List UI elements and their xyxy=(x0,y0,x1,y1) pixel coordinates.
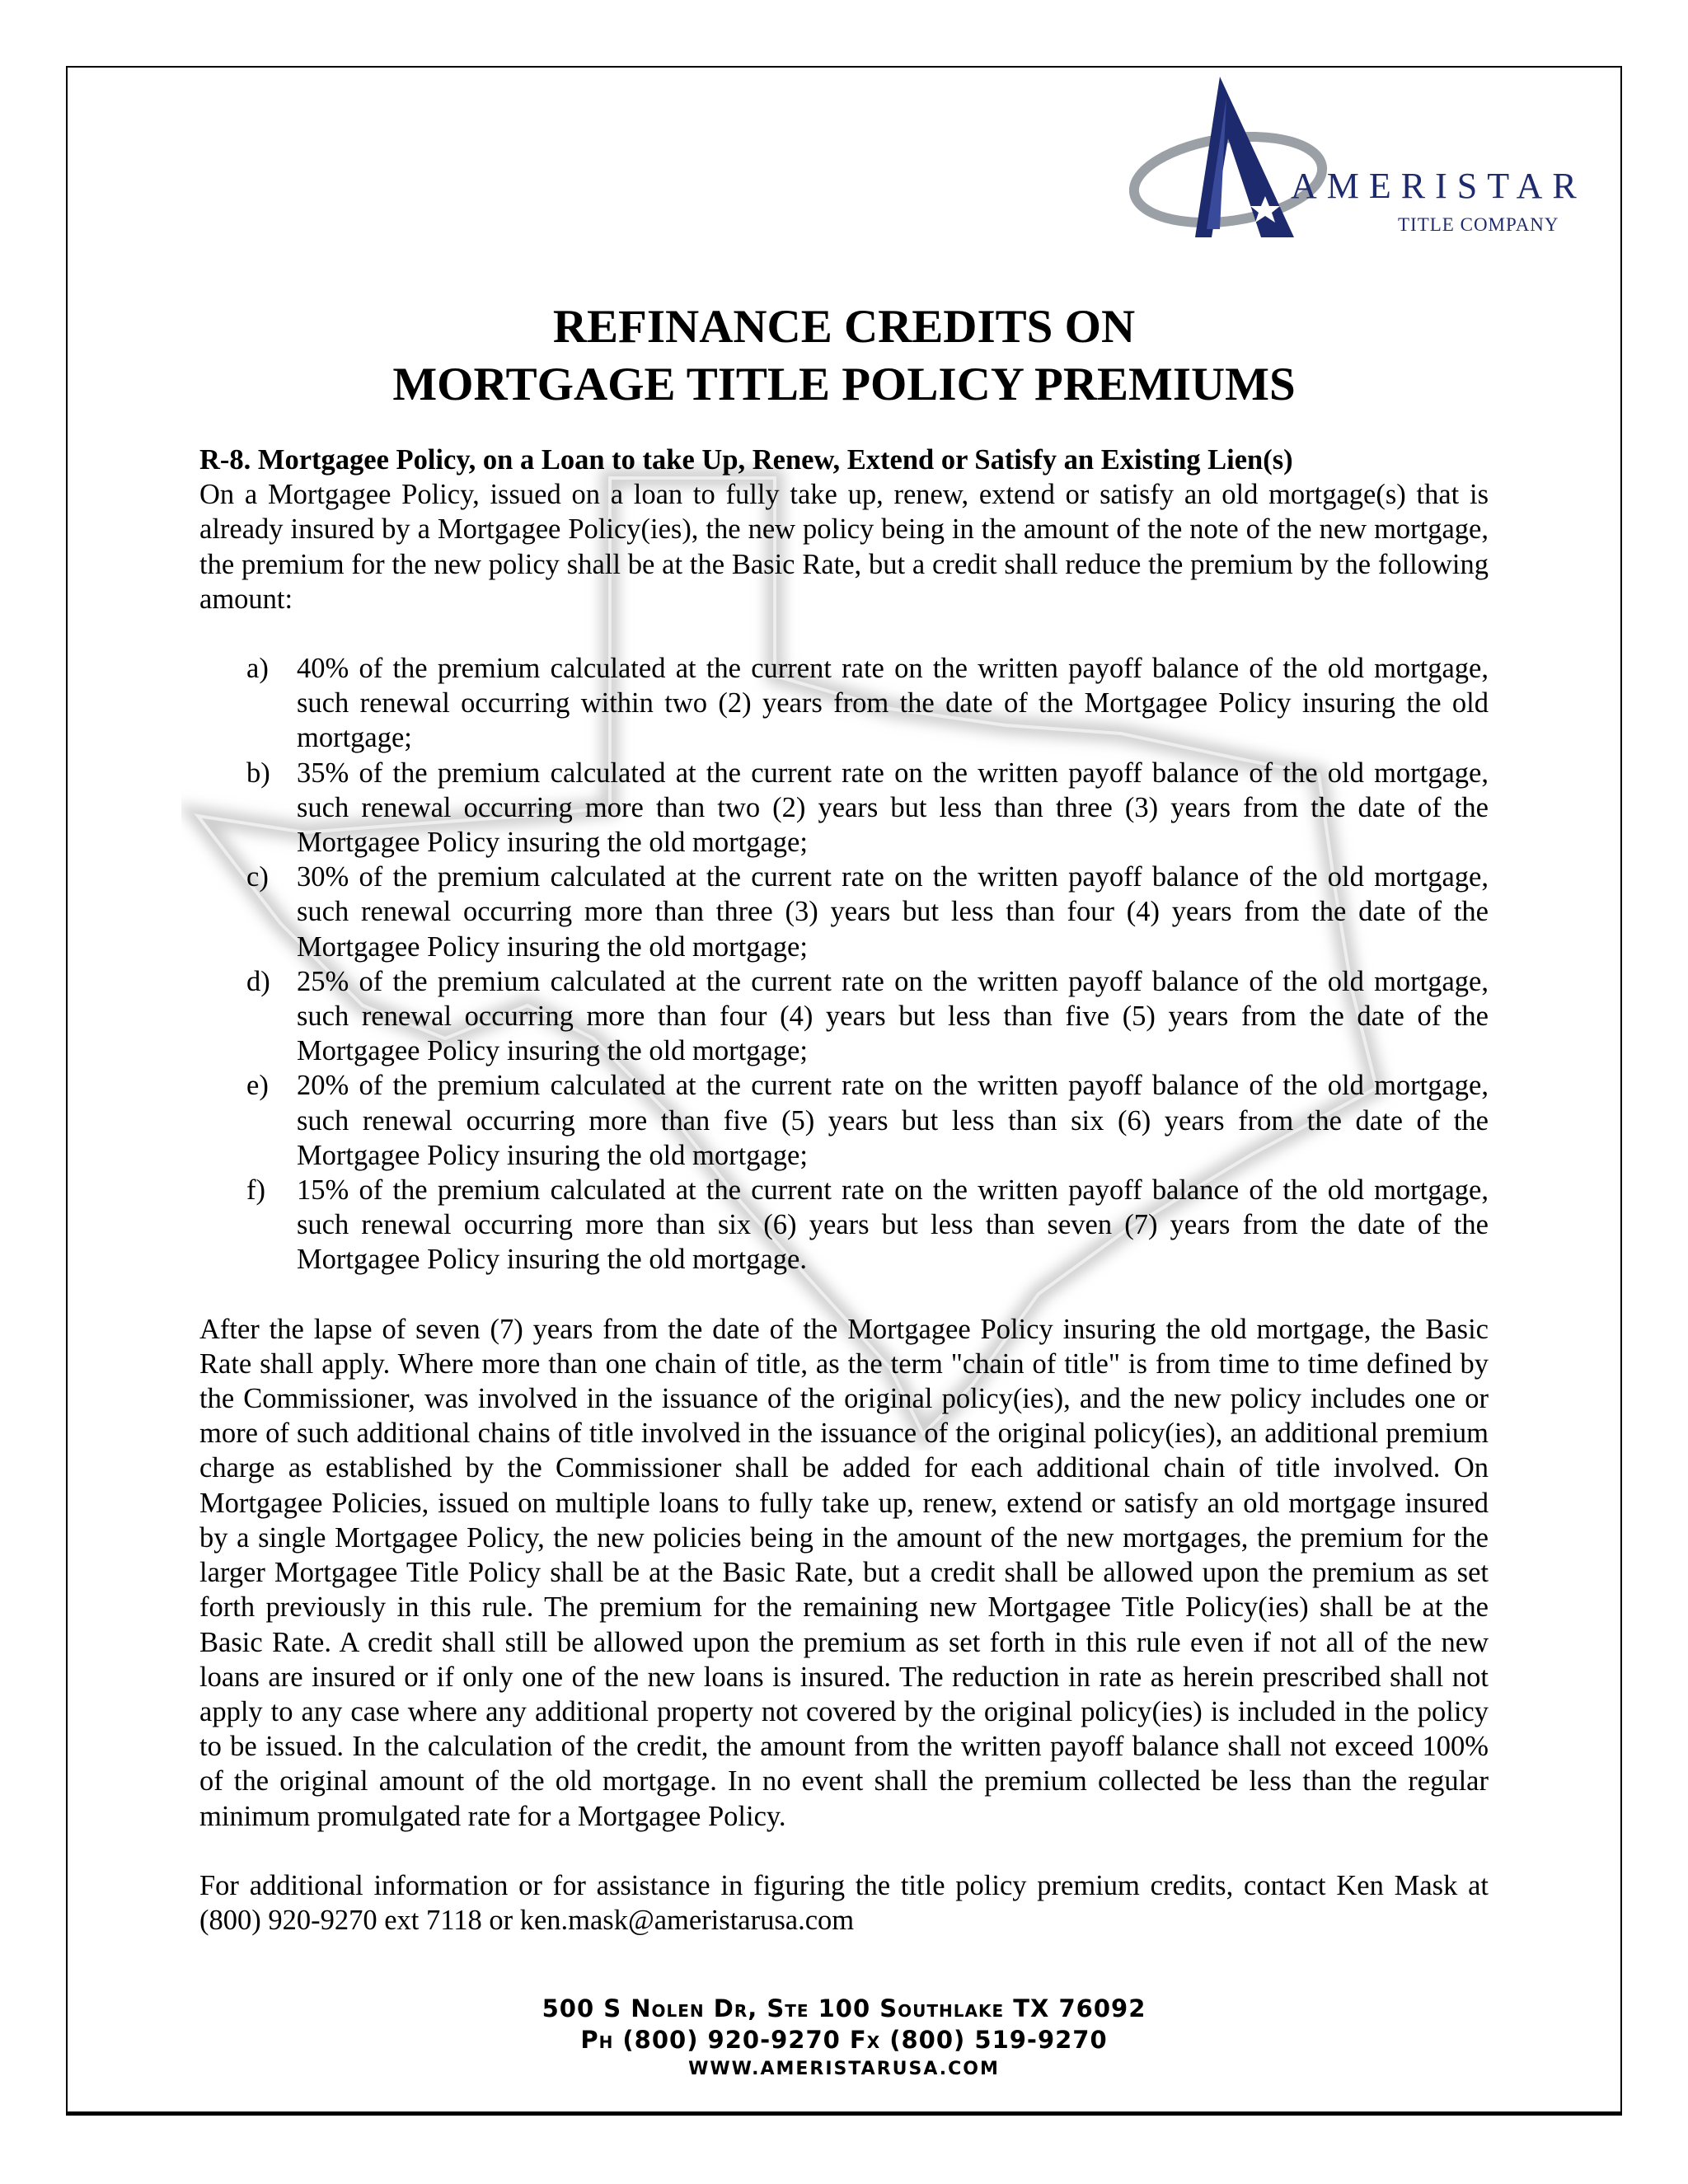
page-title-line2: MORTGAGE TITLE POLICY PREMIUMS xyxy=(392,359,1296,410)
page-title-line1: REFINANCE CREDITS ON xyxy=(552,301,1136,353)
document-body xyxy=(199,443,1489,1938)
list-item-text: 15% of the premium calculated at the current rate on the written payoff balance of the old mortgage, such renewal occurring more than six (6) years but less than seven (7) years from the date of the Mortgagee Policy insuring the old mortgage. xyxy=(297,1174,1489,1276)
list-item xyxy=(199,756,1489,860)
list-item xyxy=(199,651,1489,756)
logo-subtitle: TITLE COMPANY xyxy=(1398,214,1559,235)
list-item-text: 20% of the premium calculated at the current rate on the written payoff balance of the old mortgage, such renewal occurring more than five (5) years but less than six (6) years from the date of the Mortgagee Policy insuring the old mortgage; xyxy=(297,1070,1489,1171)
list-item xyxy=(199,964,1489,1069)
contact-paragraph: For additional information or for assistance in figuring the title policy premium credits, contact Ken Mask at (800) 920-9270 ext 7118 or ken.mask@ameristarusa.com xyxy=(199,1869,1489,1936)
list-marker: d) xyxy=(246,965,270,997)
list-item xyxy=(199,860,1489,964)
footer-address: 500 S Nolen Dr, Ste 100 Southlake TX 76092 xyxy=(542,1994,1146,2022)
list-item-text: 30% of the premium calculated at the current rate on the written payoff balance of the old mortgage, such renewal occurring more than three (3) years but less than four (4) years from the date of the Mortgagee Policy insuring the old mortgage; xyxy=(297,861,1489,963)
footer-website: WWW.AMERISTARUSA.COM xyxy=(688,2059,1000,2079)
list-item xyxy=(199,1173,1489,1277)
list-item xyxy=(199,1068,1489,1173)
credit-list xyxy=(199,651,1489,1277)
logo-name: AMERISTAR xyxy=(1291,166,1587,206)
list-marker: a) xyxy=(246,653,269,685)
section-heading: R-8. Mortgagee Policy, on a Loan to take Up, Renew, Extend or Satisfy an Existing Lien(s) xyxy=(199,444,1293,476)
list-item-text: 35% of the premium calculated at the current rate on the written payoff balance of the old mortgage, such renewal occurring more than two (2) years but less than three (3) years from the date of the Mortgagee Policy insuring the old mortgage; xyxy=(297,757,1489,859)
intro-paragraph: On a Mortgagee Policy, issued on a loan to fully take up, renew, extend or satisfy an old mortgage(s) that is already insured by a Mortgagee Policy(ies), the new policy being in the amount of the note of the new mortgage, the premium for the new policy shall be at the Basic Rate, but a credit shall reduce the premium by the following amount: xyxy=(199,479,1489,615)
list-item-text: 40% of the premium calculated at the current rate on the written payoff balance of the old mortgage, such renewal occurring within two (2) years from the date of the Mortgagee Policy insuring the old mortgage; xyxy=(297,653,1489,754)
list-item-text: 25% of the premium calculated at the current rate on the written payoff balance of the old mortgage, such renewal occurring more than four (4) years but less than five (5) years from the date of the Mortgagee Policy insuring the old mortgage; xyxy=(297,965,1489,1067)
body-paragraph: After the lapse of seven (7) years from the date of the Mortgagee Policy insuring the old mortgage, the Basic Rate shall apply. Where more than one chain of title, as the term "chain of title" is from time to time defined by the Commissioner, was involved in the issuance of the original policy(ies), and the new policy includes one or more of such additional chains of title involved in the issuance of the original policy(ies), an additional premium charge as established by the Commissioner shall be added for each additional chain of title involved. On Mortgagee Policies, issued on multiple loans to fully take up, renew, extend or satisfy an old mortgage insured by a single Mortgagee Policy, the new policies being in the amount of the new mortgages, the premium for the larger Mortgagee Title Policy shall be at the Basic Rate, but a credit shall be allowed upon the premium as set forth previously in this rule. The premium for the remaining new Mortgagee Title Policy(ies) shall be at the Basic Rate. A credit shall still be allowed upon the premium as set forth in this rule even if not all of the new loans are insured or if only one of the new loans is insured. The reduction in rate as herein prescribed shall not apply to any case where any additional property not covered by the original policy(ies) is included in the policy to be issued. In the calculation of the credit, the amount from the written payoff balance shall not exceed 100% of the original amount of the old mortgage. In no event shall the premium collected be less than the regular minimum promulgated rate for a Mortgagee Policy. xyxy=(199,1313,1489,1832)
list-marker: e) xyxy=(246,1070,269,1102)
footer-phone: Ph (800) 920-9270 Fx (800) 519-9270 xyxy=(580,2026,1108,2054)
list-marker: b) xyxy=(246,757,270,789)
list-marker: c) xyxy=(246,861,269,893)
list-marker: f) xyxy=(246,1174,265,1207)
